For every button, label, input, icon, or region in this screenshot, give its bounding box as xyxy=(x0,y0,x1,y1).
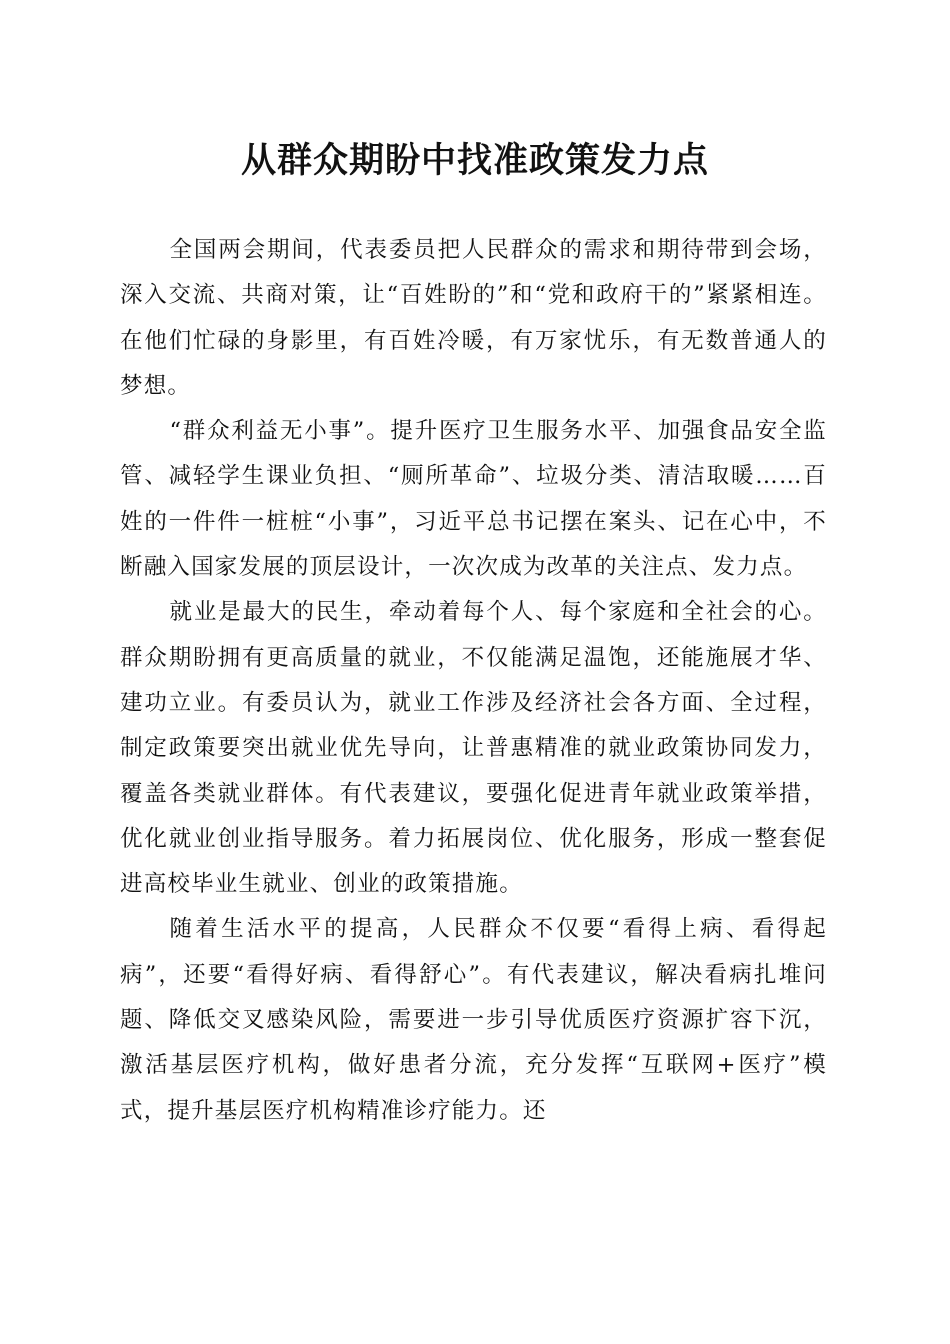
paragraph-1: 全国两会期间，代表委员把人民群众的需求和期待带到会场，深入交流、共商对策，让“百姓盼的”和“党和政府干的”紧紧相连。在他们忙碌的身影里，有百姓冷暖，有万家忧乐，有无数普通人的梦想。 xyxy=(120,237,827,399)
paragraph-2: “群众利益无小事”。提升医疗卫生服务水平、加强食品安全监管、减轻学生课业负担、“厕所革命”、垃圾分类、清洁取暖……百姓的一件件一桩桩“小事”，习近平总书记摆在案头、记在心中，不断融入国家发展的顶层设计，一次次成为改革的关注点、发力点。 xyxy=(120,418,827,581)
document-body xyxy=(120,228,827,1134)
document-title: 从群众期盼中找准政策发力点 xyxy=(240,140,709,181)
paragraph-3: 就业是最大的民生，牵动着每个人、每个家庭和全社会的心。群众期盼拥有更高质量的就业，不仅能满足温饱，还能施展才华、建功立业。有委员认为，就业工作涉及经济社会各方面、全过程，制定政策要突出就业优先导向，让普惠精准的就业政策协同发力，覆盖各类就业群体。有代表建议，要强化促进青年就业政策举措，优化就业创业指导服务。着力拓展岗位、优化服务，形成一整套促进高校毕业生就业、创业的政策措施。 xyxy=(120,599,827,898)
paragraph-4: 随着生活水平的提高，人民群众不仅要“看得上病、看得起病”，还要“看得好病、看得舒心”。有代表建议，解决看病扎堆问题、降低交叉感染风险，需要进一步引导优质医疗资源扩容下沉，激活基层医疗机构，做好患者分流，充分发挥“互联网+医疗”模式，提升基层医疗机构精准诊疗能力。还 xyxy=(120,916,827,1124)
